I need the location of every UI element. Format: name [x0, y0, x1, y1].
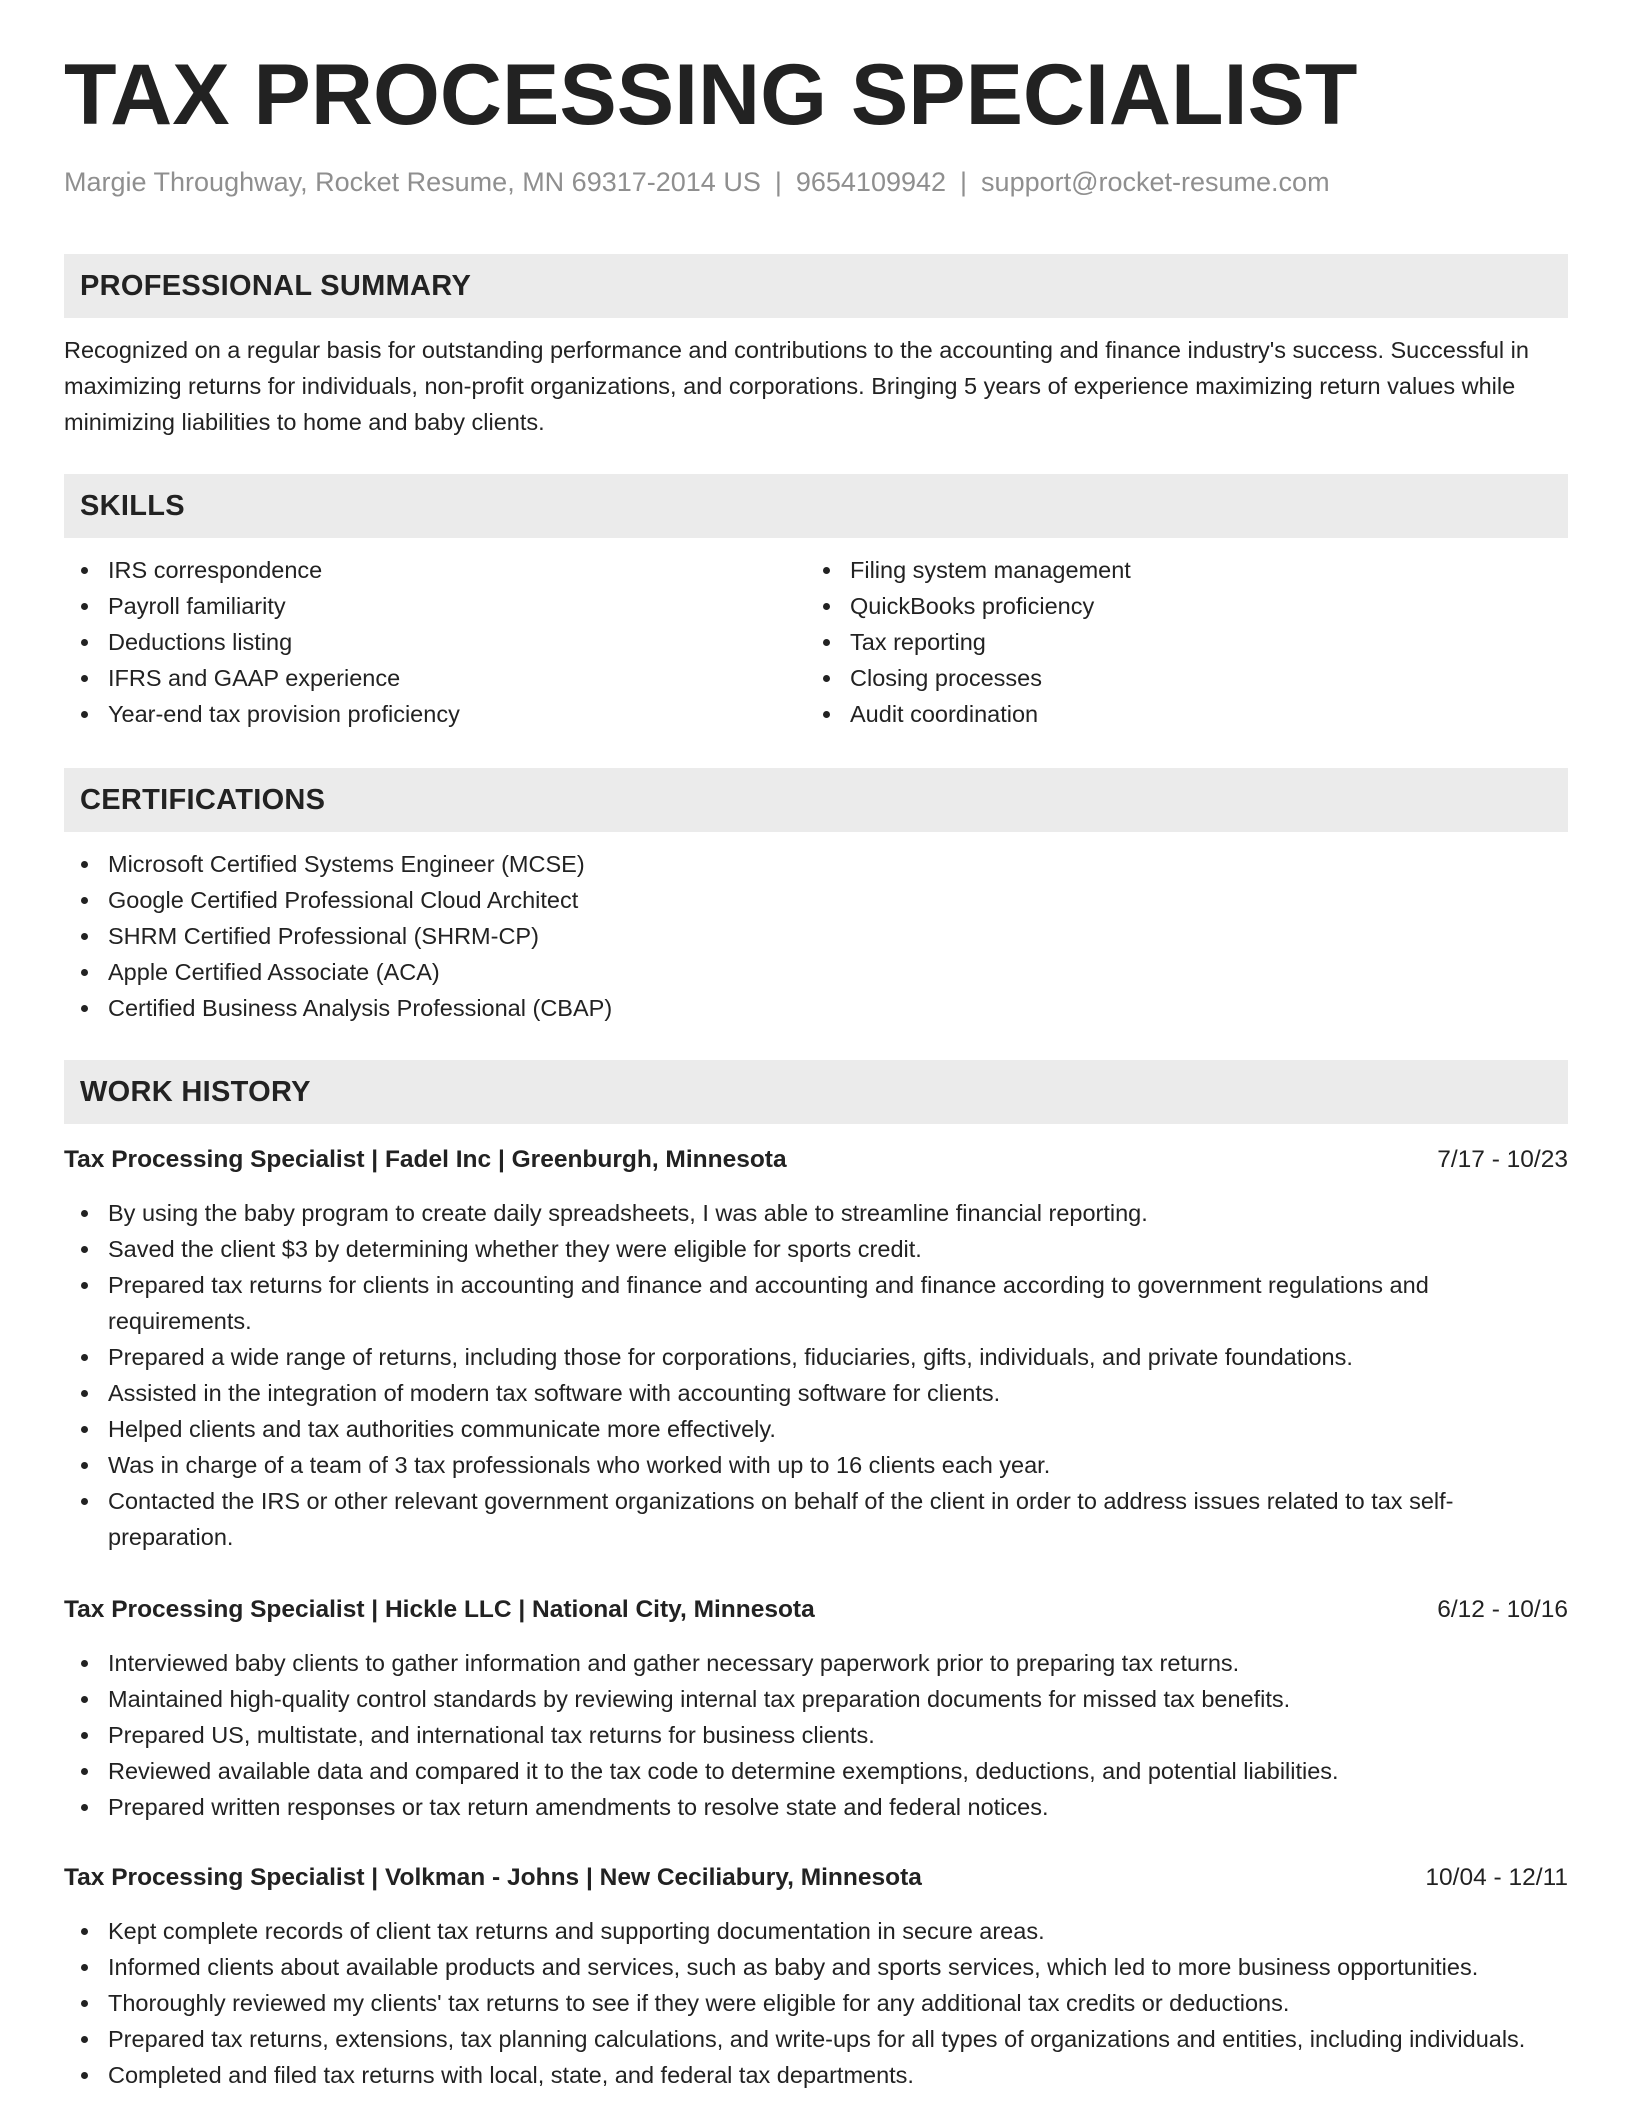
job-bullet: Was in charge of a team of 3 tax professionals who worked with up to 16 clients each year. — [64, 1447, 1568, 1483]
contact-separator: | — [960, 167, 968, 197]
skill-item: QuickBooks proficiency — [806, 588, 1546, 624]
job-bullet: Contacted the IRS or other relevant government organizations on behalf of the client in order to address issues related to tax self-preparation. — [64, 1483, 1568, 1555]
summary-section-header — [64, 254, 1568, 318]
skill-item: IRS correspondence — [64, 552, 804, 588]
job-bullets — [64, 1913, 1568, 2093]
certification-item: Microsoft Certified Systems Engineer (MCSE) — [64, 846, 1568, 882]
skills-heading: SKILLS — [80, 489, 185, 522]
job-bullets — [64, 1645, 1568, 1825]
certifications-list — [64, 846, 1568, 1026]
skill-item: Tax reporting — [806, 624, 1546, 660]
summary-heading: PROFESSIONAL SUMMARY — [80, 269, 472, 302]
job-bullet-list — [64, 1913, 1568, 2093]
skills-list-right — [806, 552, 1546, 732]
job-bullet: Prepared tax returns, extensions, tax planning calculations, and write-ups for all types of organizations and entities, including individuals. — [64, 2021, 1568, 2057]
certification-item: Google Certified Professional Cloud Architect — [64, 882, 1568, 918]
certifications-section-header — [64, 768, 1568, 832]
job-title: Tax Processing Specialist | Hickle LLC | National City, Minnesota — [64, 1596, 815, 1623]
job-title: Tax Processing Specialist | Volkman - Johns | New Ceciliabury, Minnesota — [64, 1864, 922, 1891]
contact-line — [64, 166, 1330, 198]
job-bullet-list — [64, 1195, 1568, 1555]
job-dates: 6/12 - 10/16 — [1437, 1596, 1568, 1623]
job-bullet: Prepared written responses or tax return amendments to resolve state and federal notices. — [64, 1789, 1568, 1825]
skill-item: Deductions listing — [64, 624, 804, 660]
skill-item: Closing processes — [806, 660, 1546, 696]
job-bullet: Completed and filed tax returns with local, state, and federal tax departments. — [64, 2057, 1568, 2093]
resume-title: TAX PROCESSING SPECIALIST — [64, 47, 1358, 143]
contact-separator: | — [774, 167, 782, 197]
contact-email: support@rocket-resume.com — [981, 167, 1330, 197]
contact-address: Margie Throughway, Rocket Resume, MN 69317-2014 US — [64, 167, 761, 197]
certifications-block — [64, 846, 1568, 1026]
job-bullet: Prepared tax returns for clients in accounting and finance and accounting and finance according to government regulations and requirements. — [64, 1267, 1568, 1339]
job-bullet: Informed clients about available products and services, such as baby and sports services, which led to more business opportunities. — [64, 1949, 1568, 1985]
job-dates: 7/17 - 10/23 — [1437, 1146, 1568, 1173]
job-bullet: Interviewed baby clients to gather information and gather necessary paperwork prior to preparing tax returns. — [64, 1645, 1568, 1681]
skills-left-column — [64, 552, 804, 732]
certification-item: Certified Business Analysis Professional (CBAP) — [64, 990, 1568, 1026]
job-title: Tax Processing Specialist | Fadel Inc | Greenburgh, Minnesota — [64, 1146, 787, 1173]
skills-list-left — [64, 552, 804, 732]
job-bullet: Helped clients and tax authorities communicate more effectively. — [64, 1411, 1568, 1447]
work-history-heading: WORK HISTORY — [80, 1075, 311, 1108]
job-bullet: Saved the client $3 by determining whether they were eligible for sports credit. — [64, 1231, 1568, 1267]
job-bullet: Prepared a wide range of returns, including those for corporations, fiduciaries, gifts, individuals, and private foundations. — [64, 1339, 1568, 1375]
skill-item: Filing system management — [806, 552, 1546, 588]
certification-item: Apple Certified Associate (ACA) — [64, 954, 1568, 990]
job-bullet: Prepared US, multistate, and international tax returns for business clients. — [64, 1717, 1568, 1753]
certification-item: SHRM Certified Professional (SHRM-CP) — [64, 918, 1568, 954]
job-bullets — [64, 1195, 1568, 1555]
skill-item: IFRS and GAAP experience — [64, 660, 804, 696]
skill-item: Audit coordination — [806, 696, 1546, 732]
job-bullet: Thoroughly reviewed my clients' tax returns to see if they were eligible for any additional tax credits or deductions. — [64, 1985, 1568, 2021]
job-bullet: Reviewed available data and compared it to the tax code to determine exemptions, deductions, and potential liabilities. — [64, 1753, 1568, 1789]
job-bullet: By using the baby program to create daily spreadsheets, I was able to streamline financial reporting. — [64, 1195, 1568, 1231]
summary-text: Recognized on a regular basis for outstanding performance and contributions to the accounting and finance industry's success. Successful in maximizing returns for individuals, non-profit organizations, and corporations. Bringing 5 years of experience maximizing return values while minimizing liabilities to home and baby clients. — [64, 337, 1529, 435]
skills-section-header — [64, 474, 1568, 538]
job-bullet: Maintained high-quality control standards by reviewing internal tax preparation documents for missed tax benefits. — [64, 1681, 1568, 1717]
job-dates: 10/04 - 12/11 — [1425, 1864, 1568, 1891]
job-bullet: Kept complete records of client tax returns and supporting documentation in secure areas. — [64, 1913, 1568, 1949]
skill-item: Payroll familiarity — [64, 588, 804, 624]
work-history-section-header — [64, 1060, 1568, 1124]
skill-item: Year-end tax provision proficiency — [64, 696, 804, 732]
job-bullet-list — [64, 1645, 1568, 1825]
job-bullet: Assisted in the integration of modern tax software with accounting software for clients. — [64, 1375, 1568, 1411]
skills-right-column — [806, 552, 1546, 732]
certifications-heading: CERTIFICATIONS — [80, 783, 326, 816]
contact-phone: 9654109942 — [795, 167, 947, 197]
